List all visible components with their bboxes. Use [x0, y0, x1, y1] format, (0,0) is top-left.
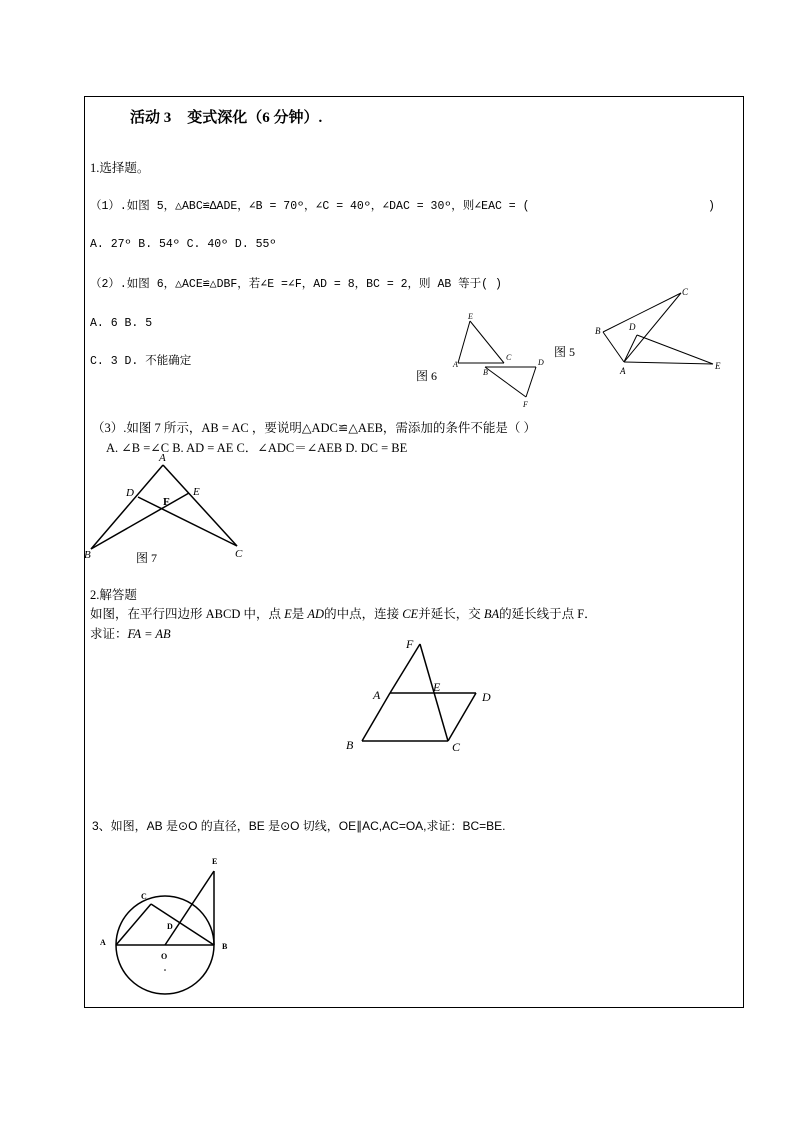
fig6-label-b: B	[483, 368, 488, 377]
fig7-label-d: D	[126, 487, 134, 499]
q1-stem: （1）.如图 5，△ABC≌ΔADE，∠B = 70º，∠C = 40º，∠DAC = 30º，则∠EAC = (	[90, 200, 530, 213]
s2-text-a: 如图，在平行四边形 ABCD 中，点	[90, 607, 281, 621]
circle-label-d: D	[167, 922, 173, 931]
fig5-caption: 图 5	[554, 345, 576, 359]
fig7-label-c: C	[235, 548, 243, 560]
circle-center-dot	[164, 969, 166, 971]
fig7-label-a: A	[159, 452, 166, 464]
q1-close-paren: )	[708, 200, 715, 213]
circle-figure	[94, 852, 244, 1002]
fig6-caption: 图 6	[416, 369, 438, 383]
fig5-label-d: D	[629, 322, 636, 332]
fig6-label-c: C	[506, 353, 512, 362]
fig7-label-e: E	[193, 486, 200, 498]
para-label-c: C	[452, 740, 461, 754]
circle-label-b: B	[222, 942, 228, 951]
s2-var-ce: CE	[402, 607, 419, 621]
circle-label-e: E	[212, 857, 218, 866]
section1-heading: 1.选择题。	[90, 161, 150, 175]
q3-options: A. ∠B =∠C B. AD = AE C．∠ADC＝∠AEB D. DC = BE	[106, 441, 408, 455]
figure-7	[80, 448, 260, 564]
s2-text-b: 是	[291, 607, 305, 621]
fig6-label-a: A	[453, 360, 458, 369]
s2-var-e: E	[284, 607, 292, 621]
activity-label: 活动 3	[130, 110, 172, 126]
q3-stem: （3）.如图 7 所示，AB = AC ，要说明△ADC≌△AEB，需添加的条件不能是（ ）	[92, 421, 537, 435]
fig5-label-b: B	[595, 326, 601, 336]
fig6-label-d: D	[538, 358, 544, 367]
circle-label-a: A	[100, 938, 106, 947]
prove-expr: FA = AB	[127, 627, 171, 641]
fig6-label-f: F	[523, 400, 528, 409]
q2-stem: （2）.如图 6，△ACE≌△DBF，若∠E =∠F，AD = 8，BC = 2，则 AB 等于( )	[90, 278, 502, 291]
fig5-label-c: C	[682, 287, 689, 297]
s2-text-d: 并延长，交	[418, 607, 481, 621]
fig7-label-b: B	[84, 549, 91, 561]
section2-problem	[90, 606, 597, 622]
s2-text-c: 的中点，连接	[324, 607, 400, 621]
para-label-d: D	[482, 690, 491, 704]
s2-text-e: 的延长线于点 F．	[499, 607, 597, 621]
para-label-f: F	[406, 637, 414, 651]
fig6-label-e: E	[468, 312, 473, 321]
section2-prove	[90, 626, 171, 642]
parallelogram-figure	[340, 634, 500, 754]
para-label-b: B	[346, 738, 354, 752]
circle-label-o: O	[161, 952, 168, 961]
fig7-label-f: F	[163, 496, 170, 508]
fig5-label-a: A	[620, 366, 626, 376]
fig5-label-e: E	[715, 361, 721, 371]
para-label-e: E	[433, 680, 441, 694]
activity-title	[130, 106, 322, 127]
prove-label: 求证：	[90, 627, 128, 641]
q2-options-line2: C. 3 D. 不能确定	[90, 355, 192, 368]
q2-options-line1: A. 6 B. 5	[90, 317, 153, 330]
q1-options: A. 27º B. 54º C. 40º D. 55º	[90, 238, 277, 251]
figure-6	[448, 312, 548, 412]
section2-heading: 2.解答题	[90, 588, 137, 602]
activity-heading: 变式深化（6 分钟）.	[187, 110, 323, 126]
para-label-a: A	[373, 688, 381, 702]
section3-problem: 3、如图，AB 是⊙O 的直径，BE 是⊙O 切线，OE∥AC,AC=OA,求证：BC=BE.	[92, 819, 506, 833]
s2-var-ba: BA	[483, 607, 500, 621]
figure-5	[590, 284, 730, 378]
s2-var-ad: AD	[307, 607, 325, 621]
fig7-caption: 图 7	[136, 551, 158, 565]
circle-label-c: C	[141, 892, 147, 901]
